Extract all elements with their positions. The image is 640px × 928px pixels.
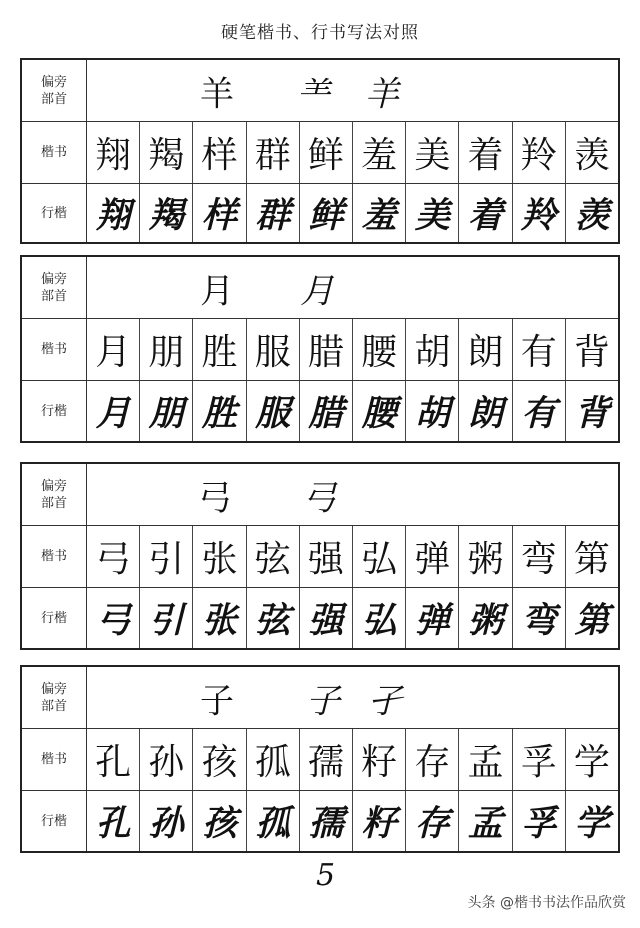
xingkai-char: 鲜 <box>300 184 353 242</box>
radical-row <box>22 257 618 319</box>
page-number: 5 <box>316 858 336 893</box>
xingkai-char: 羡 <box>574 195 610 236</box>
kaishu-row <box>22 729 618 791</box>
xingkai-char: 强 <box>300 588 353 648</box>
xingkai-char: 羚 <box>513 184 566 242</box>
radical-label <box>22 667 87 728</box>
radical-label-line1: 偏旁 <box>40 478 67 494</box>
kaishu-char: 样 <box>193 122 246 183</box>
kaishu-char: 胜 <box>193 319 246 380</box>
xingkai-row <box>22 184 618 242</box>
kaishu-char: 美 <box>406 122 459 183</box>
xingkai-char: 朗 <box>459 381 512 441</box>
radical-label <box>22 257 87 318</box>
radical-label-line2: 部首 <box>40 91 67 107</box>
xingkai-char: 群 <box>247 184 300 242</box>
kaishu-char: 弹 <box>406 526 459 587</box>
kaishu-label: 楷书 <box>22 319 87 380</box>
kaishu-char: 第 <box>573 539 610 580</box>
kaishu-char: 孔 <box>87 729 140 790</box>
xingkai-char: 样 <box>193 184 246 242</box>
kaishu-char: 孚 <box>513 729 566 790</box>
radical-label-line2: 部首 <box>40 495 67 511</box>
kaishu-char: 孤 <box>247 729 300 790</box>
xingkai-char: 孟 <box>459 791 512 851</box>
xingkai-char: 胡 <box>406 381 459 441</box>
xingkai-char: 羞 <box>353 184 406 242</box>
xingkai-char: 学 <box>574 803 610 844</box>
kaishu-label: 楷书 <box>22 729 87 790</box>
radical-cell <box>87 667 618 728</box>
xingkai-char: 孙 <box>140 791 193 851</box>
xingkai-char: 弦 <box>247 588 300 648</box>
kaishu-char: 朋 <box>140 319 193 380</box>
kaishu-char: 胡 <box>406 319 459 380</box>
radical-label <box>22 464 87 525</box>
xingkai-row <box>22 381 618 441</box>
radical-glyph: 子 <box>200 681 234 721</box>
radical-glyph: 月 <box>300 271 334 311</box>
kaishu-char: 张 <box>193 526 246 587</box>
radical-glyph: 孑 <box>368 681 402 721</box>
kaishu-char: 有 <box>513 319 566 380</box>
kaishu-char: 群 <box>247 122 300 183</box>
watermark: 头条 @楷书书法作品欣赏 <box>467 895 626 911</box>
kaishu-char: 弦 <box>247 526 300 587</box>
kaishu-char: 月 <box>87 319 140 380</box>
xingkai-char: 引 <box>140 588 193 648</box>
xingkai-char: 弘 <box>353 588 406 648</box>
kaishu-row <box>22 122 618 184</box>
radical-cell <box>87 257 618 318</box>
xingkai-char: 孩 <box>193 791 246 851</box>
xingkai-char: 背 <box>574 393 610 434</box>
xingkai-char: 籽 <box>353 791 406 851</box>
radical-section <box>20 58 620 244</box>
radical-section <box>20 255 620 443</box>
radical-row <box>22 464 618 526</box>
xingkai-char: 第 <box>574 600 610 641</box>
kaishu-char: 服 <box>247 319 300 380</box>
xingkai-char: 朋 <box>140 381 193 441</box>
radical-label <box>22 60 87 121</box>
kaishu-char: 引 <box>140 526 193 587</box>
kaishu-char: 粥 <box>459 526 512 587</box>
kaishu-char: 羚 <box>513 122 566 183</box>
radical-label-line1: 偏旁 <box>40 74 67 90</box>
xingkai-char: 胜 <box>193 381 246 441</box>
radical-label-line1: 偏旁 <box>40 681 67 697</box>
kaishu-char: 羡 <box>573 135 610 176</box>
kaishu-char: 孩 <box>193 729 246 790</box>
kaishu-char: 着 <box>459 122 512 183</box>
kaishu-char: 腊 <box>300 319 353 380</box>
xingkai-char: 弹 <box>406 588 459 648</box>
page-title: 硬笔楷书、行书写法对照 <box>221 23 419 43</box>
radical-label-line1: 偏旁 <box>40 271 67 287</box>
radical-section <box>20 665 620 853</box>
radical-glyph: 羊 <box>365 74 399 114</box>
kaishu-char: 鲜 <box>300 122 353 183</box>
kaishu-char: 朗 <box>459 319 512 380</box>
kaishu-char: 弓 <box>87 526 140 587</box>
radical-label-line2: 部首 <box>40 698 67 714</box>
kaishu-char: 弘 <box>353 526 406 587</box>
xingkai-row <box>22 791 618 851</box>
xingkai-char: 翔 <box>87 184 140 242</box>
radical-glyph: 月 <box>200 271 234 311</box>
kaishu-char: 孟 <box>459 729 512 790</box>
xingkai-char: 服 <box>247 381 300 441</box>
radical-glyph: 弓 <box>198 478 232 518</box>
kaishu-label: 楷书 <box>22 122 87 183</box>
kaishu-char: 存 <box>406 729 459 790</box>
kaishu-char: 翔 <box>87 122 140 183</box>
xingkai-label: 行楷 <box>22 184 87 242</box>
radical-glyph: ⺷ <box>296 74 330 114</box>
xingkai-label: 行楷 <box>22 588 87 648</box>
kaishu-char: 腰 <box>353 319 406 380</box>
xingkai-char: 孚 <box>513 791 566 851</box>
kaishu-char: 籽 <box>353 729 406 790</box>
radical-glyph: 羊 <box>200 74 234 114</box>
xingkai-char: 月 <box>87 381 140 441</box>
radical-glyph: 子 <box>306 681 340 721</box>
radical-cell <box>87 464 618 525</box>
xingkai-char: 腰 <box>353 381 406 441</box>
xingkai-char: 孤 <box>247 791 300 851</box>
xingkai-row <box>22 588 618 648</box>
radical-glyph: 弓 <box>302 478 336 518</box>
kaishu-row <box>22 526 618 588</box>
kaishu-row <box>22 319 618 381</box>
xingkai-char: 腊 <box>300 381 353 441</box>
radical-row <box>22 667 618 729</box>
kaishu-char: 孺 <box>300 729 353 790</box>
xingkai-char: 美 <box>406 184 459 242</box>
xingkai-label: 行楷 <box>22 791 87 851</box>
xingkai-char: 弓 <box>87 588 140 648</box>
xingkai-char: 孔 <box>87 791 140 851</box>
kaishu-char: 学 <box>573 742 610 783</box>
xingkai-char: 羯 <box>140 184 193 242</box>
xingkai-char: 孺 <box>300 791 353 851</box>
xingkai-char: 存 <box>406 791 459 851</box>
radical-section <box>20 462 620 650</box>
radical-label-line2: 部首 <box>40 288 67 304</box>
xingkai-label: 行楷 <box>22 381 87 441</box>
kaishu-char: 弯 <box>513 526 566 587</box>
xingkai-char: 着 <box>459 184 512 242</box>
xingkai-char: 张 <box>193 588 246 648</box>
xingkai-char: 有 <box>513 381 566 441</box>
xingkai-char: 粥 <box>459 588 512 648</box>
kaishu-char: 强 <box>300 526 353 587</box>
kaishu-char: 羞 <box>353 122 406 183</box>
kaishu-char: 孙 <box>140 729 193 790</box>
radical-cell <box>87 60 618 121</box>
kaishu-char: 羯 <box>140 122 193 183</box>
radical-row <box>22 60 618 122</box>
kaishu-label: 楷书 <box>22 526 87 587</box>
xingkai-char: 弯 <box>513 588 566 648</box>
kaishu-char: 背 <box>573 332 610 373</box>
